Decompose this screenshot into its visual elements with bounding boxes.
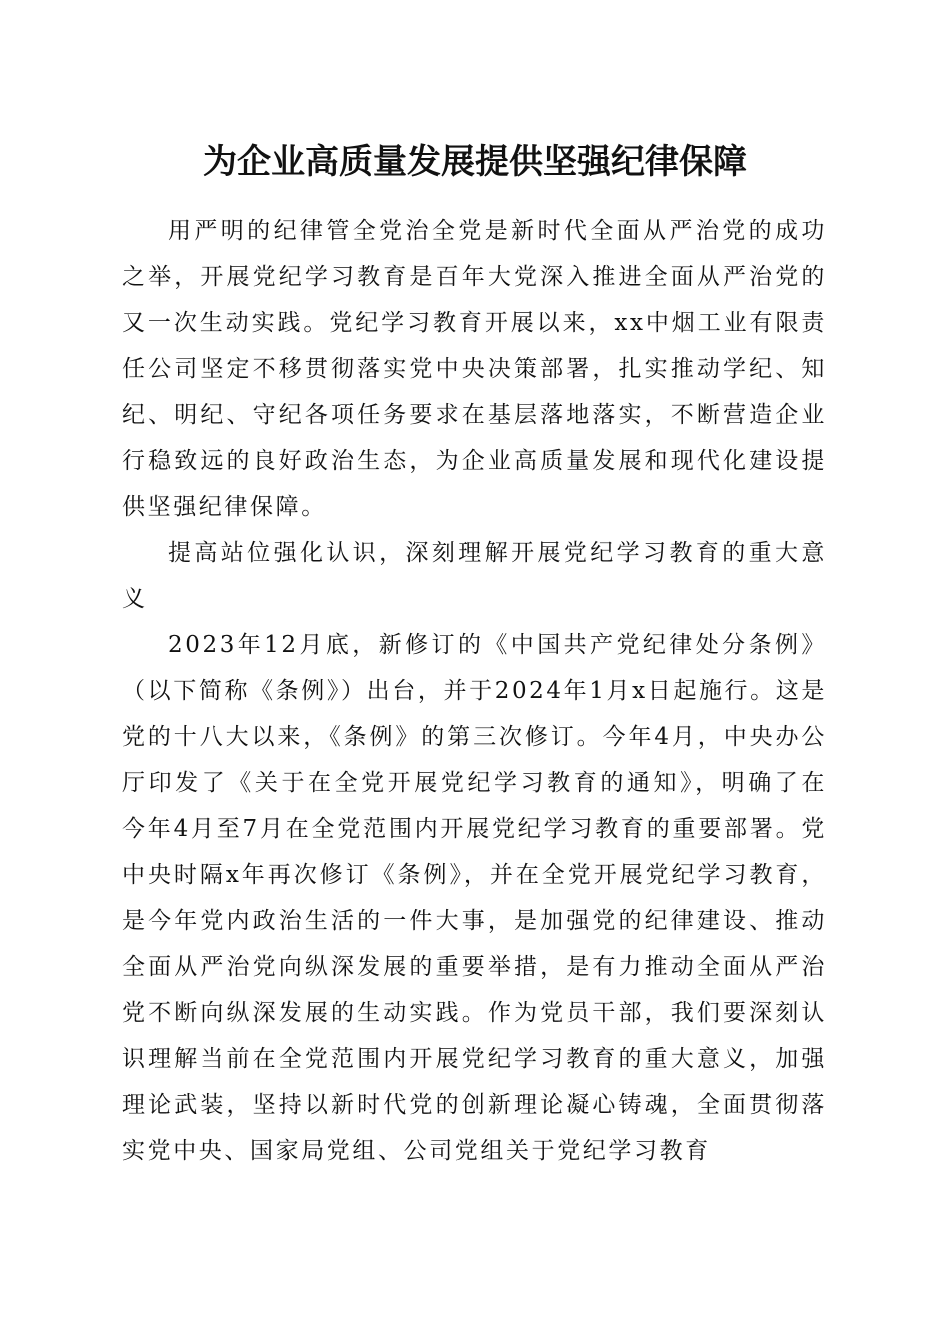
document-body: [122, 208, 827, 1174]
section-heading: 提高站位强化认识，深刻理解开展党纪学习教育的重大意义: [122, 540, 827, 612]
paragraph-background: 2023年12月底，新修订的《中国共产党纪律处分条例》（以下简称《条例》）出台，并于2024年1月x日起施行。这是党的十八大以来，《条例》的第三次修订。今年4月，中央办公厅印发了《关于在全党开展党纪学习教育的通知》，明确了在今年4月至7月在全党范围内开展党纪学习教育的重要部署。党中央时隔x年再次修订《条例》，并在全党开展党纪学习教育，是今年党内政治生活的一件大事，是加强党的纪律建设、推动全面从严治党向纵深发展的重要举措，是有力推动全面从严治党不断向纵深发展的生动实践。作为党员干部，我们要深刻认识理解当前在全党范围内开展党纪学习教育的重大意义，加强理论武装，坚持以新时代党的创新理论凝心铸魂，全面贯彻落实党中央、国家局党组、公司党组关于党纪学习教育: [122, 632, 827, 1164]
document-title: 为企业高质量发展提供坚强纪律保障: [203, 142, 747, 182]
paragraph-intro: 用严明的纪律管全党治全党是新时代全面从严治党的成功之举，开展党纪学习教育是百年大党深入推进全面从严治党的又一次生动实践。党纪学习教育开展以来，xx中烟工业有限责任公司坚定不移贯彻落实党中央决策部署，扎实推动学纪、知纪、明纪、守纪各项任务要求在基层落地落实，不断营造企业行稳致远的良好政治生态，为企业高质量发展和现代化建设提供坚强纪律保障。: [122, 218, 827, 520]
